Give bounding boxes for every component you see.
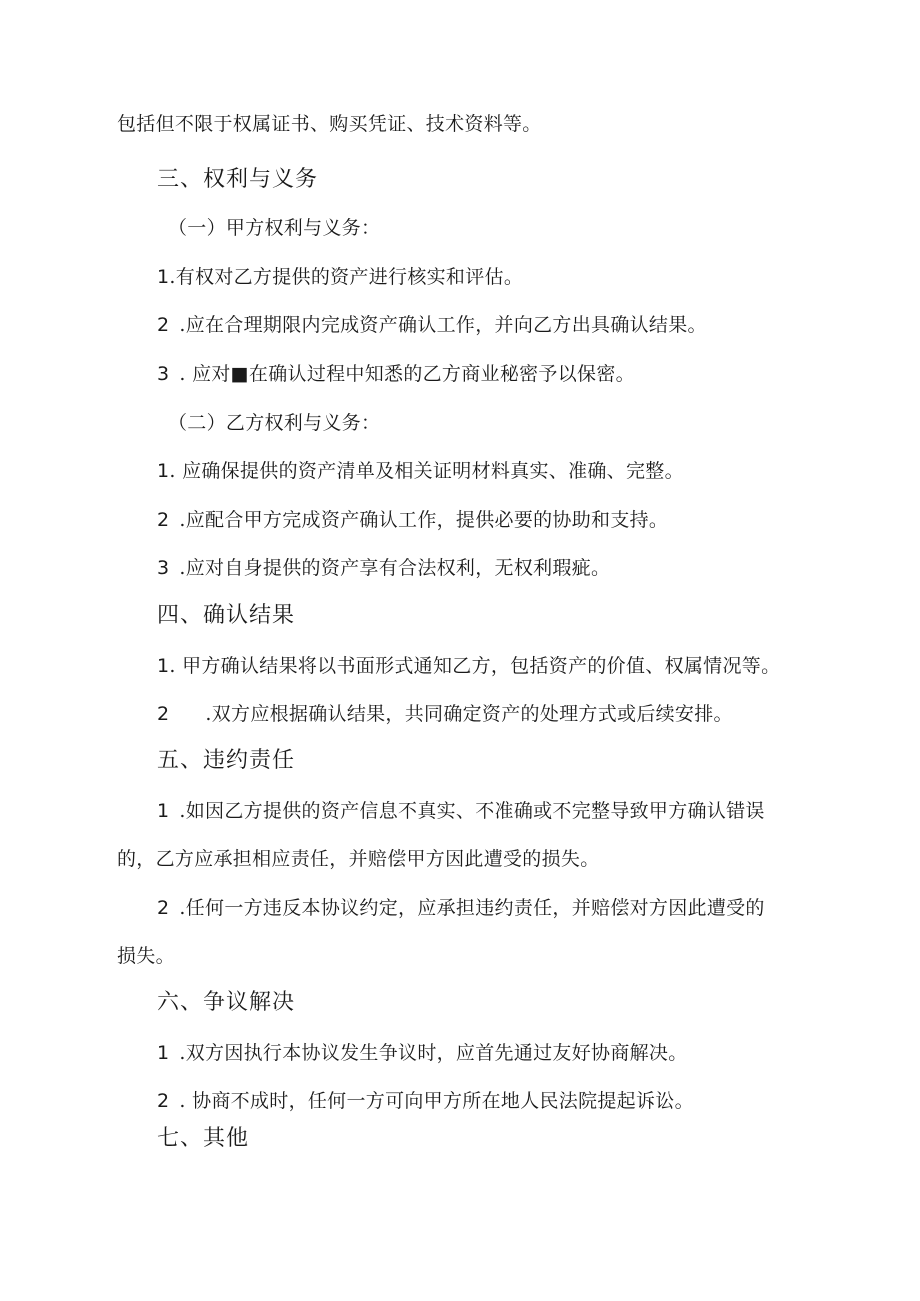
item-number: 1 <box>157 655 170 677</box>
section-3-sub1-item-2 <box>157 313 707 337</box>
item-text: .应配合甲方完成资产确认工作，提供必要的协助和支持。 <box>179 509 669 531</box>
item-text: .应对自身提供的资产享有合法权利，无权利瑕疵。 <box>179 557 611 579</box>
item-number: 1 <box>157 460 170 482</box>
section-3-sub2-item-3 <box>157 556 610 580</box>
section-4-item-2 <box>157 702 733 726</box>
section-6-item-2 <box>157 1089 694 1113</box>
item-text: . 协商不成时，任何一方可向甲方所在地人民法院提起诉讼。 <box>179 1090 694 1112</box>
section-7-heading: 七、其他 <box>157 1126 250 1151</box>
item-number: 1 <box>157 800 170 822</box>
section-6-heading: 六、争议解决 <box>157 990 296 1015</box>
section-5-item-2-line-1 <box>157 896 765 920</box>
item-number: 1 <box>157 1042 170 1064</box>
item-text: . 应对■在确认过程中知悉的乙方商业秘密予以保密。 <box>179 363 635 385</box>
section-5-heading: 五、违约责任 <box>157 748 296 773</box>
item-number: 2 <box>157 703 170 725</box>
item-text: .有权对乙方提供的资产进行核实和评估。 <box>169 266 524 288</box>
item-number: 3 <box>157 557 170 579</box>
item-text: . 应确保提供的资产清单及相关证明材料真实、准确、完整。 <box>169 460 684 482</box>
item-number: 2 <box>157 897 170 919</box>
section-5-item-1-line-2: 的，乙方应承担相应责任，并赔偿甲方因此遭受的损失。 <box>117 848 600 870</box>
item-text: . 甲方确认结果将以书面形式通知乙方，包括资产的价值、权属情况等。 <box>169 655 781 677</box>
item-number: 1 <box>157 266 170 288</box>
section-3-sub2-item-1 <box>157 459 684 483</box>
item-number: 2 <box>157 314 170 336</box>
item-text: .任何一方违反本协议约定，应承担违约责任，并赔偿对方因此遭受的 <box>179 897 765 919</box>
item-number: 2 <box>157 1090 170 1112</box>
section-3-sub2-title: （二）乙方权利与义务： <box>168 412 381 434</box>
section-5-item-2-line-2: 损失。 <box>117 945 175 967</box>
section-4-heading: 四、确认结果 <box>157 603 296 628</box>
item-number: 2 <box>157 509 170 531</box>
item-text: .双方应根据确认结果，共同确定资产的处理方式或后续安排。 <box>205 703 733 725</box>
section-5-item-1-line-1 <box>157 799 765 823</box>
section-3-sub1-item-3 <box>157 362 635 386</box>
section-3-heading: 三、权利与义务 <box>157 167 319 192</box>
section-3-sub1-title: （一）甲方权利与义务： <box>168 217 381 239</box>
section-3-sub2-item-2 <box>157 508 668 532</box>
item-text: .应在合理期限内完成资产确认工作，并向乙方出具确认结果。 <box>179 314 707 336</box>
item-text: .如因乙方提供的资产信息不真实、不准确或不完整导致甲方确认错误 <box>179 800 765 822</box>
section-4-item-1 <box>157 654 780 678</box>
intro-continuation: 包括但不限于权属证书、购买凭证、技术资料等。 <box>117 113 542 135</box>
item-number: 3 <box>157 363 170 385</box>
item-text: .双方因执行本协议发生争议时，应首先通过友好协商解决。 <box>179 1042 688 1064</box>
section-3-sub1-item-1 <box>157 265 523 289</box>
section-6-item-1 <box>157 1041 688 1065</box>
